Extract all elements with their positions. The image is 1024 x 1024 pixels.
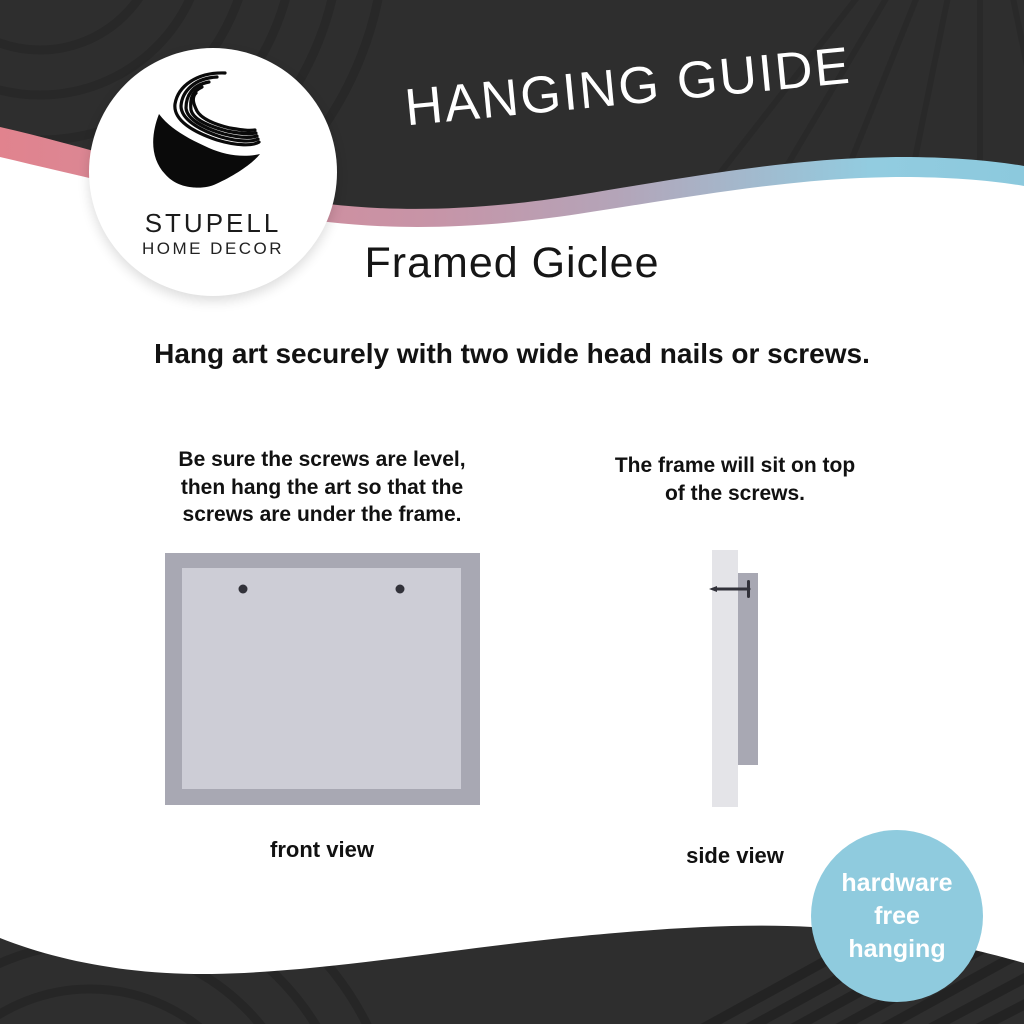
front-view-caption (162, 446, 482, 529)
side-view-caption (585, 452, 885, 507)
front-view-caption-line: Be sure the screws are level, (178, 448, 466, 471)
screw-dot-right-icon (396, 585, 405, 594)
side-view-caption-line: of the screws. (664, 481, 806, 505)
side-view-diagram (705, 545, 775, 815)
front-view-label: front view (270, 837, 374, 862)
main-instruction: Hang art securely with two wide head nails or screws. (154, 338, 870, 369)
front-view-diagram (165, 553, 480, 805)
stupell-s-swoosh-icon (145, 58, 285, 203)
front-view-caption-line: screws are under the frame. (182, 503, 462, 526)
badge-line: free (874, 901, 920, 930)
side-view-label: side view (686, 843, 784, 868)
front-view-caption-line: then hang the art so that the (180, 475, 464, 499)
brand-name: STUPELL (144, 208, 282, 238)
side-view-caption-line: The frame will sit on top (614, 454, 856, 477)
badge-line: hardware (841, 868, 953, 897)
product-type-title: Framed Giclee (364, 239, 660, 287)
screw-dot-left-icon (239, 585, 248, 594)
side-view-frame (738, 573, 758, 765)
badge-line: hanging (848, 934, 946, 963)
hardware-free-badge (811, 830, 983, 1002)
brand-tagline: HOME DECOR (141, 239, 285, 258)
page-title: HANGING GUIDE (402, 36, 854, 138)
front-view-art (182, 568, 461, 789)
